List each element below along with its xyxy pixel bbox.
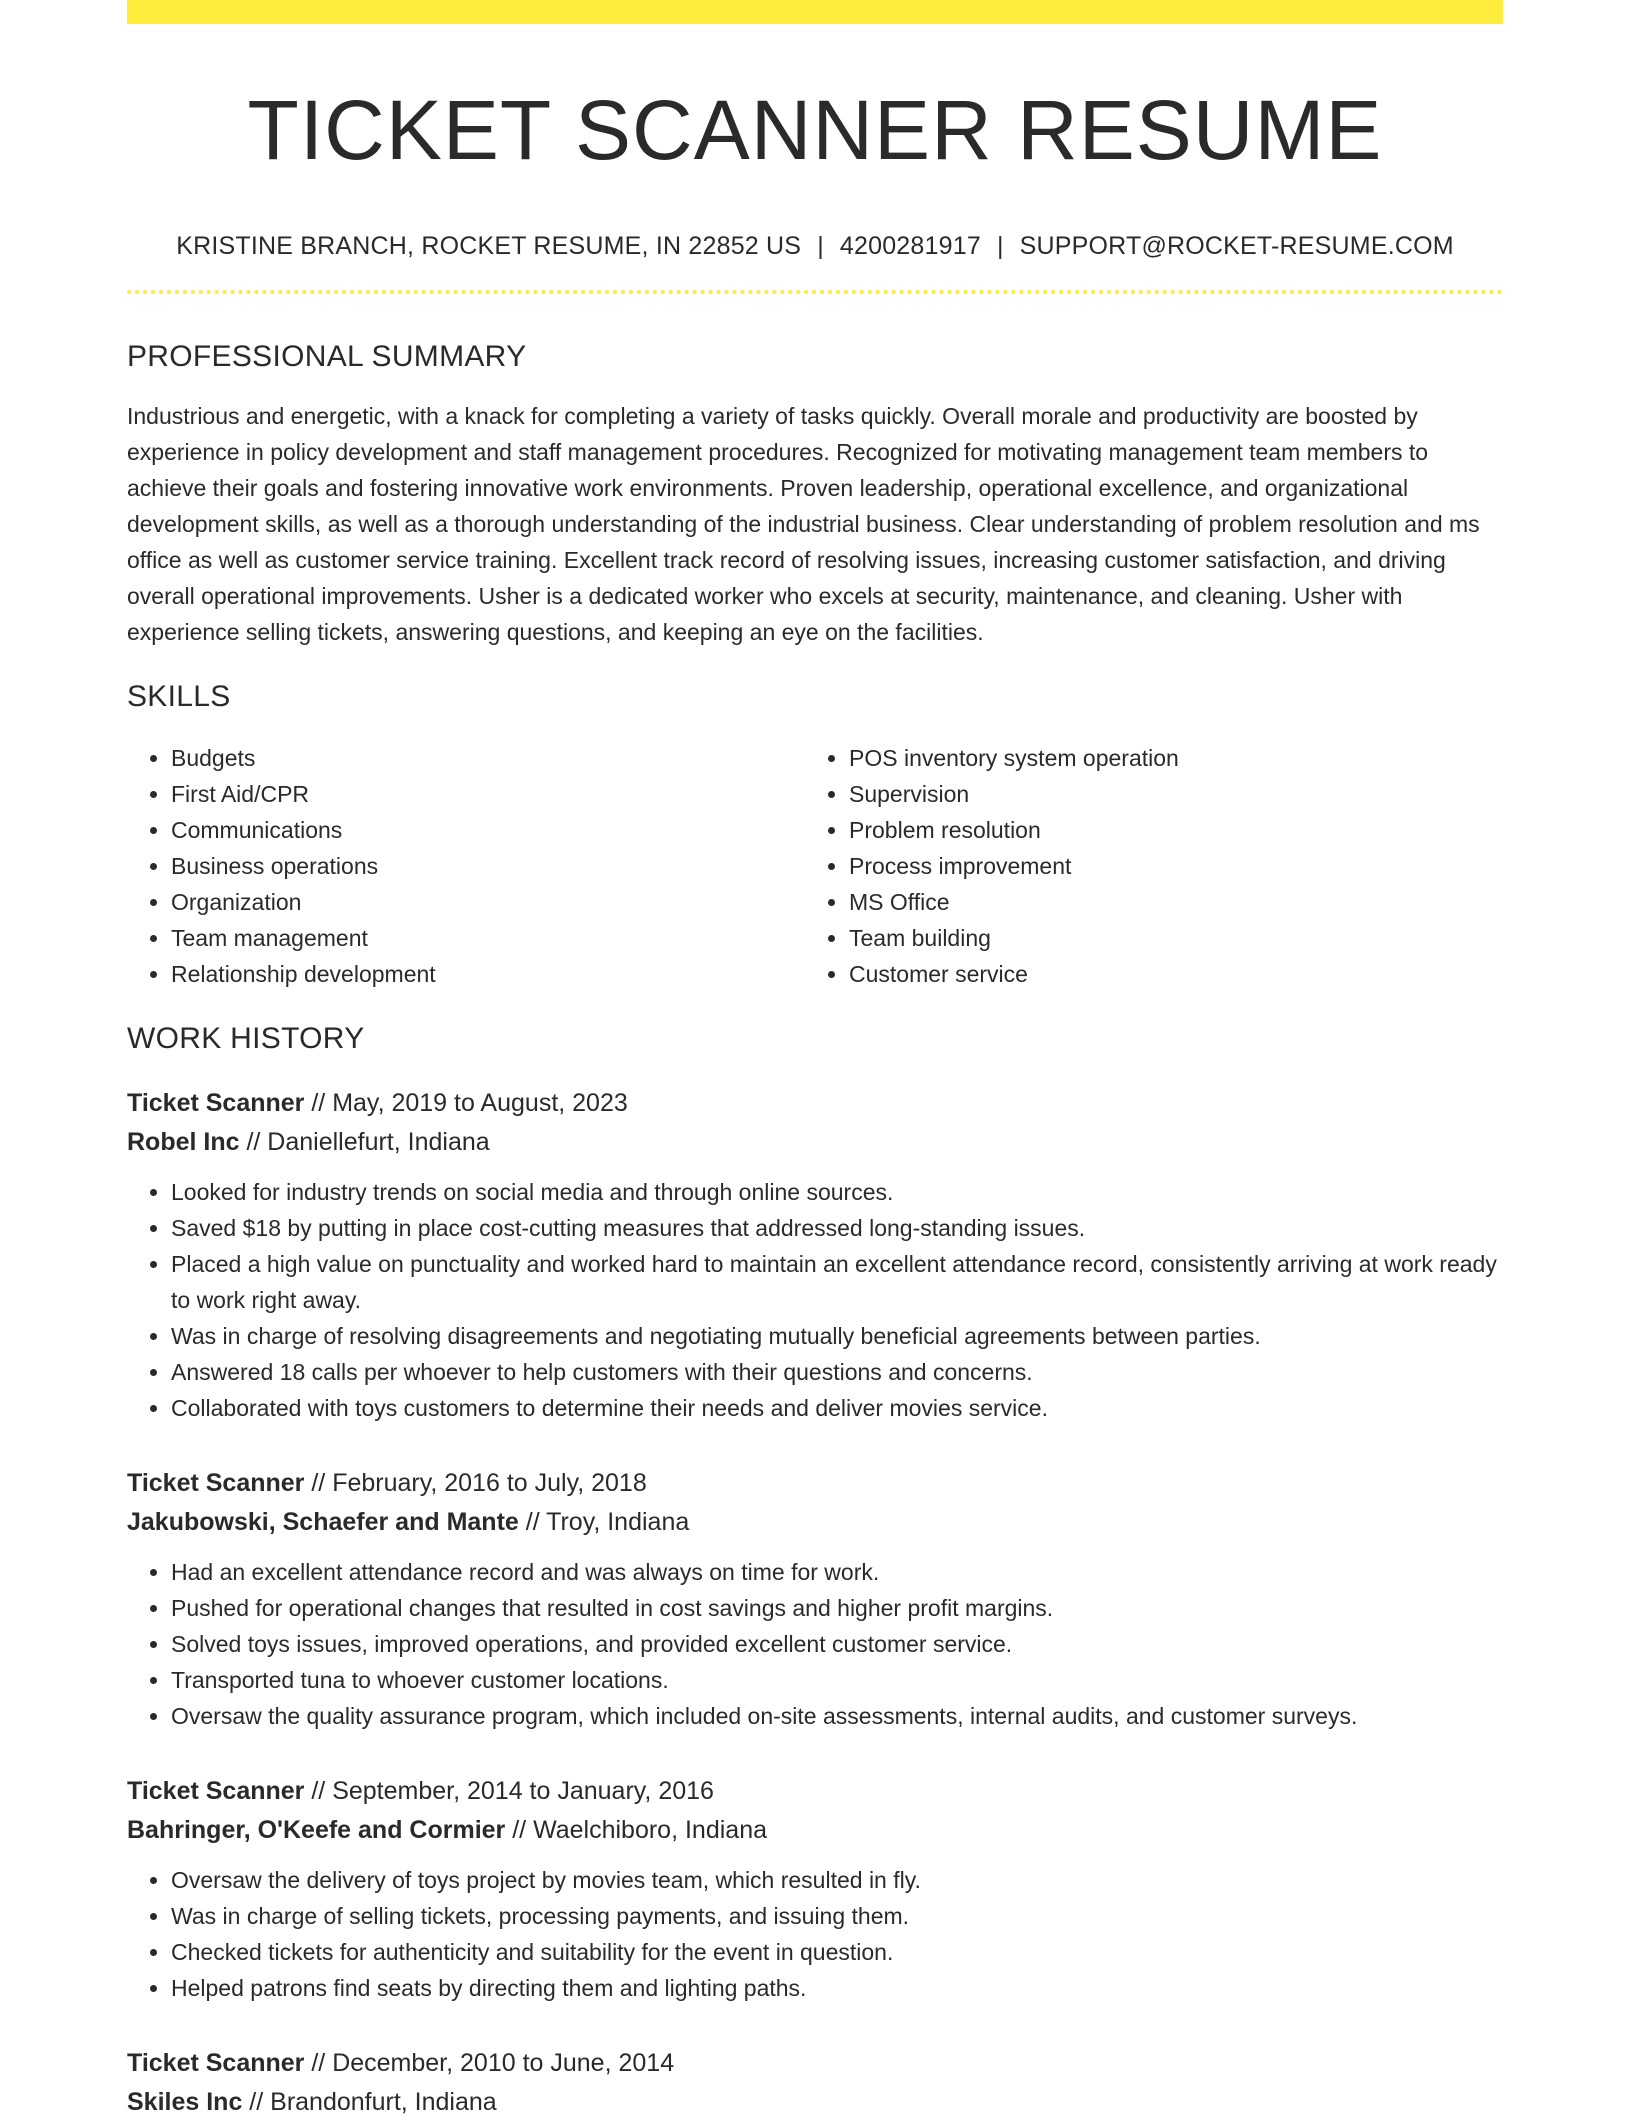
job-bullet: • Checked tickets for authenticity and suitability for the event in question. [171,1934,1503,1970]
job-bullet: • Oversaw the quality assurance program, which included on-site assessments, internal audits, and customer surveys. [171,1698,1503,1734]
job-bullets [127,1174,1503,1426]
job-company: Bahringer, O'Keefe and Cormier [127,1816,506,1844]
dotted-divider [127,290,1503,294]
job-company-line [127,1811,1503,1850]
summary-heading: PROFESSIONAL SUMMARY [127,340,527,373]
skill-item: • Team building [849,920,1483,956]
skill-item: • Business operations [171,848,805,884]
job-dates: // December, 2010 to June, 2014 [304,2049,675,2077]
job-bullets [127,1862,1503,2006]
job-title: Ticket Scanner [127,1777,305,1805]
job-bullet: • Saved $18 by putting in place cost-cutting measures that addressed long-standing issues. [171,1210,1503,1246]
job-company: Jakubowski, Schaefer and Mante [127,1508,519,1536]
job-bullet: • Pushed for operational changes that resulted in cost savings and higher profit margins. [171,1590,1503,1626]
job-location: // Waelchiboro, Indiana [505,1816,767,1844]
top-accent-bar [127,0,1503,24]
skill-item: • Organization [171,884,805,920]
contact-line [127,230,1503,262]
job-bullet: • Oversaw the delivery of toys project by movies team, which resulted in fly. [171,1862,1503,1898]
job-bullet: • Was in charge of selling tickets, processing payments, and issuing them. [171,1898,1503,1934]
skill-item: • Communications [171,812,805,848]
job-company: Robel Inc [127,1128,240,1156]
job-bullet: • Looked for industry trends on social media and through online sources. [171,1174,1503,1210]
job-title: Ticket Scanner [127,1089,305,1117]
job-title: Ticket Scanner [127,1469,305,1497]
work-history-heading: WORK HISTORY [127,1022,365,1055]
job-title-line [127,2044,1503,2083]
skill-item: • First Aid/CPR [171,776,805,812]
job-entry [127,1464,1503,1734]
job-bullet: • Had an excellent attendance record and was always on time for work. [171,1554,1503,1590]
contact-separator: | [817,232,824,260]
job-title-line [127,1084,1503,1123]
job-bullets [127,1554,1503,1734]
job-location: // Troy, Indiana [518,1508,690,1536]
job-bullet: • Transported tuna to whoever customer locations. [171,1662,1503,1698]
contact-email: SUPPORT@ROCKET-RESUME.COM [1019,232,1454,260]
skills-heading: SKILLS [127,680,231,713]
job-bullet: • Answered 18 calls per whoever to help customers with their questions and concerns. [171,1354,1503,1390]
job-company-line [127,2083,1503,2122]
job-title: Ticket Scanner [127,2049,305,2077]
job-title-line [127,1464,1503,1503]
page-title: TICKET SCANNER RESUME [247,83,1383,177]
skill-item: • Team management [171,920,805,956]
job-bullet: • Was in charge of resolving disagreements and negotiating mutually beneficial agreements between parties. [171,1318,1503,1354]
job-company: Skiles Inc [127,2088,243,2116]
job-company-line [127,1123,1503,1162]
job-location: // Brandonfurt, Indiana [242,2088,497,2116]
skills-column-left [127,740,805,992]
job-entry [127,1084,1503,1426]
job-dates: // September, 2014 to January, 2016 [304,1777,714,1805]
skill-item: • Budgets [171,740,805,776]
job-location: // Daniellefurt, Indiana [239,1128,490,1156]
skill-item: • MS Office [849,884,1483,920]
job-entry [127,1772,1503,2006]
contact-separator: | [996,232,1004,260]
resume-page [127,0,1503,2122]
contact-address: KRISTINE BRANCH, ROCKET RESUME, IN 22852 US [176,232,802,260]
skill-item: • POS inventory system operation [849,740,1483,776]
job-bullet: • Placed a high value on punctuality and worked hard to maintain an excellent attendance record, consistently arriving at work ready to work right away. [171,1246,1503,1318]
skills-column-right [805,740,1483,992]
contact-phone: 4200281917 [839,232,981,260]
skill-item: • Customer service [849,956,1483,992]
job-title-line [127,1772,1503,1811]
skill-item: • Problem resolution [849,812,1483,848]
skills-list [127,740,1503,992]
skill-item: • Process improvement [849,848,1483,884]
job-dates: // May, 2019 to August, 2023 [304,1089,628,1117]
job-dates: // February, 2016 to July, 2018 [304,1469,647,1497]
summary-text: Industrious and energetic, with a knack for completing a variety of tasks quickly. Overall morale and productivity are boosted by experience in policy development and staff management procedures. Recognized for motivating management team members to achieve their goals and fostering innovative work environments. Proven leadership, operational excellence, and organizational development skills, as well as a thorough understanding of the industrial business. Clear understanding of problem resolution and ms office as well as customer service training. Excellent track record of resolving issues, increasing customer satisfaction, and driving overall operational improvements. Usher is a dedicated worker who excels at security, maintenance, and cleaning. Usher with experience selling tickets, answering questions, and keeping an eye on the facilities. [127,403,1480,645]
job-bullet: • Helped patrons find seats by directing them and lighting paths. [171,1970,1503,2006]
job-company-line [127,1503,1503,1542]
skill-item: • Relationship development [171,956,805,992]
job-entry [127,2044,1503,2122]
skill-item: • Supervision [849,776,1483,812]
job-bullet: • Solved toys issues, improved operations, and provided excellent customer service. [171,1626,1503,1662]
job-bullet: • Collaborated with toys customers to determine their needs and deliver movies service. [171,1390,1503,1426]
